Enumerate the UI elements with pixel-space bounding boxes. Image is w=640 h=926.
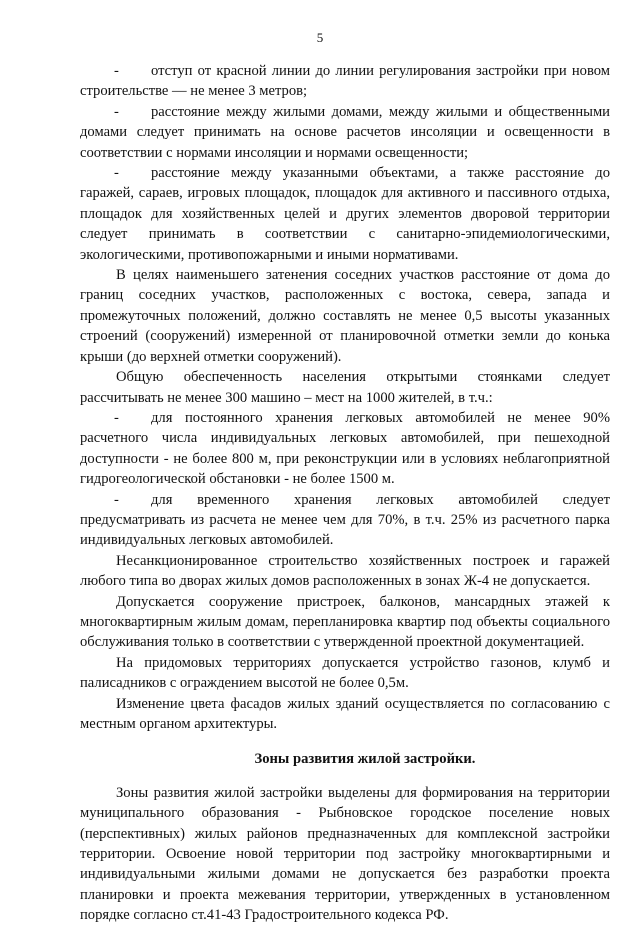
paragraph-facades: Изменение цвета фасадов жилых зданий осуществляется по согласованию с местным органом архитектуры. bbox=[80, 695, 610, 732]
bullet-temporary-parking: - для временного хранения легковых автомобилей следует предусматривать из расчета не менее чем для 70%, в т.ч. 25% из расчетного парка индивидуальных легковых автомобилей. bbox=[80, 491, 610, 549]
bullet-dash: - bbox=[114, 63, 119, 79]
paragraph-parking: Общую обеспеченность населения открытыми стоянками следует рассчитывать не менее 300 машино – мест на 1000 жителей, в т.ч.: bbox=[80, 369, 610, 406]
bullet-dash: - bbox=[114, 491, 119, 508]
section-heading: Зоны развития жилой застройки. bbox=[254, 751, 476, 768]
paragraph-lawns: На придомовых территориях допускается устройство газонов, клумб и палисадников с ограждением высотой не более 0,5м. bbox=[80, 654, 610, 692]
bullet-dash: - bbox=[114, 409, 119, 426]
document-body bbox=[80, 61, 610, 926]
bullet-building-distance: - расстояние между жилыми домами, между жилыми и общественными домами следует принимать на основе расчетов инсоляции и освещенности в соответствии с нормами инсоляции и нормами освещенности; bbox=[80, 103, 610, 161]
bullet-permanent-parking: - для постоянного хранения легковых автомобилей не менее 90% расчетного числа индивидуальных легковых автомобилей, при пешеходной доступности - не более 800 м, при реконструкции или в условиях неблагоприятной гидрогеологической обстановки - не более 1500 м. bbox=[80, 409, 610, 488]
page-number: 5 bbox=[316, 30, 324, 45]
bullet-setback: - отступ от красной линии до линии регулирования застройки при новом строительстве — не менее 3 метров; bbox=[80, 63, 610, 100]
paragraph-extensions: Допускается сооружение пристроек, балконов, мансардных этажей к многоквартирным жилым домам, перепланировка квартир под объекты социального обслуживания только в соответствии с утвержденной проектной документацией. bbox=[80, 593, 610, 651]
bullet-dash: - bbox=[114, 103, 119, 120]
paragraph-unauthorized: Несанкционированное строительство хозяйственных построек и гаражей любого типа во дворах жилых домов расположенных в зонах Ж-4 не допускается. bbox=[80, 552, 610, 590]
paragraph-development-zones: Зоны развития жилой застройки выделены для формирования на территории муниципального образования - Рыбновское городское поселение новых (перспективных) жилых районов предназначенных для комплексной застройки территории. Освоение новой территории под застройку многоквартирными и индивидуальными жилыми домами не допускается без разработки проекта планировки и проекта межевания территории, утвержденных в установленном порядке согласно ст.41-43 Градостроительного кодекса РФ. bbox=[80, 784, 610, 924]
paragraph-shading: В целях наименьшего затенения соседних участков расстояние от дома до границ соседних участков, расположенных с востока, севера, запада и промежуточных положений, должно составлять не менее 0,5 высоты указанных строений (сооружений) измеренной от планировочной отметки земли до конька крыши (до верхней отметки сооружений). bbox=[80, 267, 610, 365]
bullet-objects-distance: - расстояние между указанными объектами, а также расстояние до гаражей, сараев, игровых площадок, площадок для активного и пассивного отдыха, площадок для хозяйственных целей и других элементов дворовой территории следует принимать в соответствии с санитарно-эпидемиологическими, экологическими, противопожарными и иными нормативами. bbox=[80, 165, 610, 263]
bullet-dash: - bbox=[114, 165, 119, 182]
